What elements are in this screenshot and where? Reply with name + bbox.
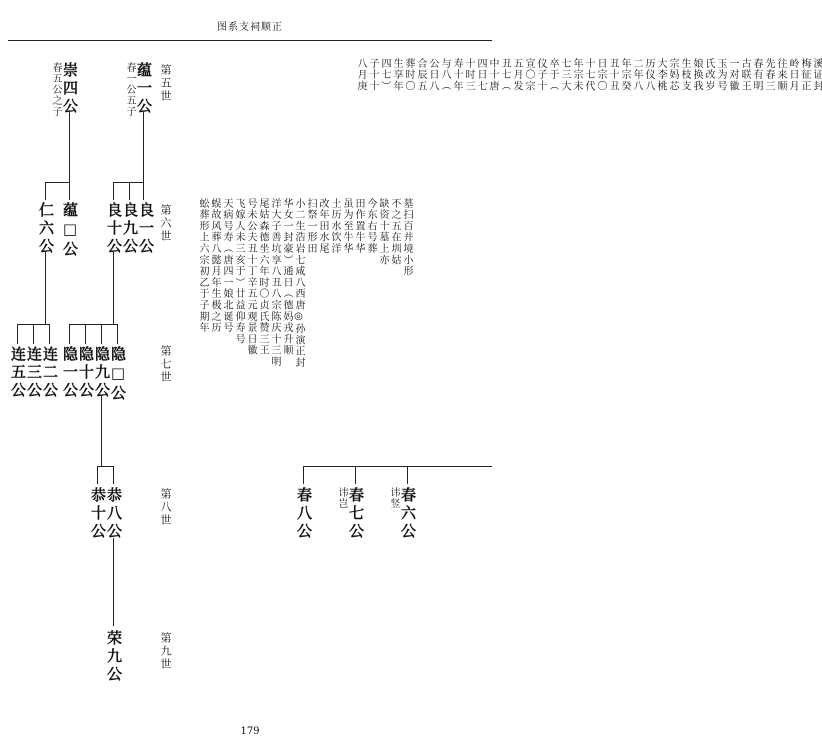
- line-yin10-bar: [97, 466, 114, 467]
- person-gong-shi: 恭十公: [89, 487, 107, 541]
- text-column: 田作置牛华: [353, 198, 364, 255]
- text-column: 生枝支: [679, 58, 690, 92]
- text-column: 蜈故风葬八懿月年生极之历: [209, 198, 220, 334]
- line-yinx-up: [117, 324, 118, 344]
- text-column: 卒于︵: [547, 58, 558, 92]
- text-column: 五月发: [511, 58, 522, 92]
- text-column: 生享年: [391, 58, 402, 92]
- text-column: 溪证封: [811, 58, 822, 92]
- text-column: 一对徽: [727, 58, 738, 92]
- line-liang10-down: [113, 252, 114, 324]
- page-number: 179: [240, 726, 260, 737]
- line-gong8-down: [113, 538, 114, 626]
- person-liang-jiu: 良九公: [121, 202, 139, 256]
- line-ren-up: [45, 182, 46, 200]
- person-gong-ba: 恭八公: [105, 487, 123, 541]
- text-column: 子十十: [367, 58, 378, 92]
- text-column: 今东右号葬: [365, 198, 376, 255]
- text-column: 扫祭一形田: [305, 198, 316, 255]
- line-yin9-up: [101, 324, 102, 344]
- generation-label-9: 第九世: [159, 632, 172, 671]
- text-column: 大李桃: [655, 58, 666, 92]
- text-column: 二年八: [631, 58, 642, 92]
- person-yun-yi: 蕴一公: [135, 62, 153, 116]
- text-column: 改年田水尾: [317, 198, 328, 255]
- chun-qi-note: 讳岂: [336, 487, 347, 509]
- generation-label-5: 第五世: [159, 64, 172, 103]
- line-chun8-up: [303, 466, 304, 484]
- biography-upper: [354, 58, 822, 184]
- text-column: 蚣葬形上六宗初乙于子期年: [197, 198, 208, 334]
- text-column: 丑十丑: [607, 58, 618, 92]
- text-column: 小二生浩岩七咸八西唐◎孙演正封: [293, 198, 304, 369]
- text-column: 仪子十: [535, 58, 546, 92]
- line-chong-bar: [45, 182, 70, 183]
- line-liang10-bar: [69, 324, 118, 325]
- line-chun6-up: [407, 466, 408, 484]
- text-column: 飞嫁人未三亥于︶廿益仰寿号: [233, 198, 244, 345]
- line-gong10-up: [97, 466, 98, 484]
- text-column: 华女一封豪︶通日︵德妈戎升顺: [281, 198, 292, 357]
- person-chun-ba: 春八公: [295, 487, 313, 541]
- person-chong-si: 崇四公: [61, 62, 79, 116]
- text-column: 宣〇宗: [523, 58, 534, 92]
- text-column: 虽为至牛华: [341, 198, 352, 255]
- line-lian2-up: [49, 324, 50, 344]
- chun-liu-note: 讳竖: [388, 487, 399, 509]
- person-lian-san: 连三公: [25, 346, 43, 400]
- text-column: 梅征正: [799, 58, 810, 92]
- biography-lower-main: [196, 198, 412, 369]
- person-chun-liu: 春六公: [399, 487, 417, 541]
- yun-note: 春一公五子: [124, 62, 135, 117]
- text-column: 往来顺: [775, 58, 786, 92]
- text-column: 号未公夫丑十丁辛五元观景日徽: [245, 198, 256, 357]
- line-liang9-up: [129, 182, 130, 200]
- text-column: 十七代: [583, 58, 594, 92]
- text-column: 十时三: [463, 58, 474, 92]
- line-yun-down: [143, 112, 144, 182]
- line-yin10-up: [85, 324, 86, 344]
- text-column: 缺资十墓上亦: [377, 198, 388, 266]
- person-yun-unknown: 蕴□公: [61, 202, 79, 259]
- text-column: 年宗未: [571, 58, 582, 92]
- person-yin-yi: 隐一公: [61, 346, 79, 400]
- text-column: 公日八: [427, 58, 438, 92]
- text-column: 墓扫百并境小形: [401, 198, 412, 278]
- person-liang-shi: 良十公: [105, 202, 123, 256]
- text-column: 葬时〇: [403, 58, 414, 92]
- line-gong8-up: [113, 466, 114, 484]
- line-liang1-up: [143, 182, 144, 200]
- person-lian-wu: 连五公: [9, 346, 27, 400]
- text-column: 氏改岁: [703, 58, 714, 92]
- text-column: 宗妈芯: [667, 58, 678, 92]
- line-yin10-down: [101, 396, 102, 466]
- line-yin1-up: [69, 324, 70, 344]
- text-column: 四七︶: [379, 58, 390, 92]
- person-ren-liu: 仁六公: [37, 202, 55, 256]
- generation-label-6: 第六世: [159, 204, 172, 243]
- page-header: 图系支祠顺正: [217, 22, 283, 33]
- text-column: 八月庚: [355, 58, 366, 92]
- line-yunx-up: [69, 182, 70, 200]
- text-column: 玉为号: [715, 58, 726, 92]
- text-column: 四日七: [475, 58, 486, 92]
- text-column: 不之五在圳姑: [389, 198, 400, 266]
- text-column: 合辰五: [415, 58, 426, 92]
- line-lian5-up: [17, 324, 18, 344]
- text-column: 娘换我: [691, 58, 702, 92]
- text-column: 洋大子善坑享八丑八宗陈庆十三明: [269, 198, 280, 368]
- text-column: 日宗〇: [595, 58, 606, 92]
- text-column: 年宗癸: [619, 58, 630, 92]
- person-yin-unknown: 隐□公: [109, 346, 127, 403]
- person-chun-qi: 春七公: [347, 487, 365, 541]
- text-column: 天病号寿︵唐四一娘北诞号: [221, 198, 232, 334]
- line-lian3-up: [33, 324, 34, 344]
- line-ren-down: [45, 252, 46, 324]
- line-chong-down: [69, 112, 70, 182]
- person-liang-yi: 良一公: [137, 202, 155, 256]
- text-column: 寿十年: [451, 58, 462, 92]
- generation-label-8: 第八世: [159, 488, 172, 527]
- line-chun-bar: [303, 466, 492, 467]
- text-column: 尾姑森德坐六年时〇贞氏赞三王: [257, 198, 268, 357]
- text-column: 与八︵: [439, 58, 450, 92]
- header-rule: [8, 40, 492, 41]
- person-yin-shi: 隐十公: [77, 346, 95, 400]
- text-column: 古联王: [739, 58, 750, 92]
- text-column: 岭日月: [787, 58, 798, 92]
- text-column: 七三大: [559, 58, 570, 92]
- chong-note: 春五公之子: [50, 62, 61, 117]
- text-column: 春有明: [751, 58, 762, 92]
- person-yin-jiu: 隐九公: [93, 346, 111, 400]
- line-liang10-up: [113, 182, 114, 200]
- generation-label-7: 第七世: [159, 345, 172, 384]
- text-column: 丑七︵: [499, 58, 510, 92]
- person-lian-er: 连二公: [41, 346, 59, 400]
- text-column: 先春三: [763, 58, 774, 92]
- line-chun7-up: [355, 466, 356, 484]
- text-column: 中十唐: [487, 58, 498, 92]
- text-column: 历仪八: [643, 58, 654, 92]
- text-column: 土历水饮洋: [329, 198, 340, 255]
- person-rong-jiu: 荣九公: [105, 630, 123, 684]
